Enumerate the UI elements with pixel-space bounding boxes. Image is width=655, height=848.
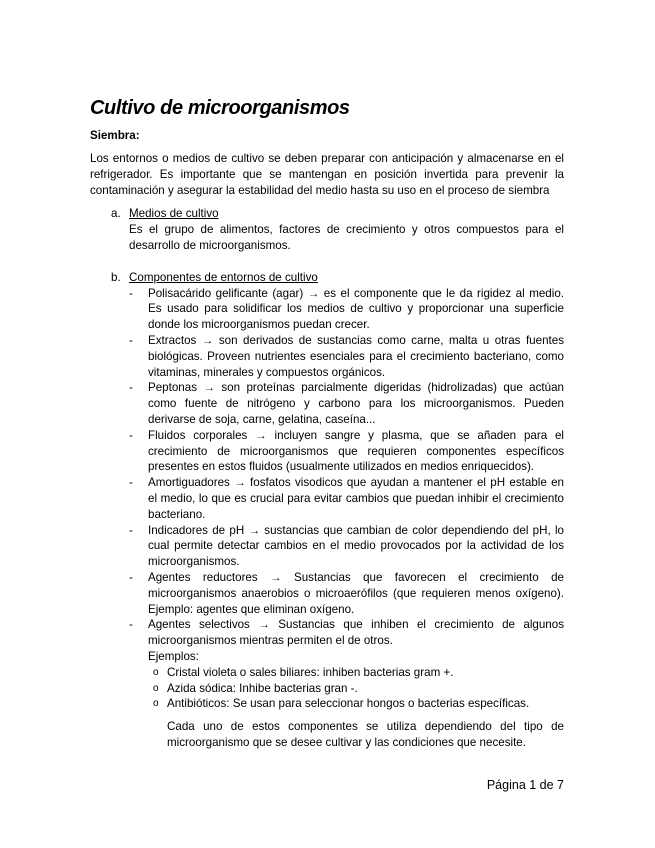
dash-bullet: - xyxy=(129,476,133,490)
section-componentes xyxy=(90,270,564,751)
circle-bullet: o xyxy=(153,666,159,678)
section-body: Es el grupo de alimentos, factores de crecimiento y otros compuestos para el desarrollo de microorganismos. xyxy=(129,223,564,252)
examples-label: Ejemplos: xyxy=(148,649,199,663)
circle-bullet: o xyxy=(153,698,159,710)
intro-paragraph: Los entornos o medios de cultivo se deben preparar con anticipación y almacenarse en el refrigerador. Es importante que se mantengan en posición invertida para prevenir la contaminación y asegurar la estabilidad del medio hasta su uso en el proceso de siembra xyxy=(90,152,564,197)
component-list xyxy=(129,286,564,751)
dash-bullet: - xyxy=(129,381,133,395)
dash-bullet: - xyxy=(129,570,133,584)
dash-bullet: - xyxy=(129,618,133,632)
list-item xyxy=(129,570,564,617)
dash-bullet: - xyxy=(129,428,133,442)
list-item-text: Fluidos corporales → incluyen sangre y plasma, que se añaden para el crecimiento de microorganismos que requieren componentes específicos presentes en estos fluidos (usualmente utilizados en medios enriquecidos). xyxy=(148,428,564,474)
dash-bullet: - xyxy=(129,333,133,347)
list-item xyxy=(129,475,564,522)
page-number: Página 1 de 7 xyxy=(486,778,564,792)
list-item xyxy=(129,523,564,570)
list-item-text: Agentes selectivos → Sustancias que inhiben el crecimiento de algunos microorganismos mientras permiten el de otros. xyxy=(148,618,564,648)
list-item xyxy=(129,380,564,427)
list-item xyxy=(129,428,564,475)
section-title: Componentes de entornos de cultivo xyxy=(129,270,318,284)
examples-list xyxy=(148,665,564,712)
list-item-text: Extractos → son derivados de sustancias como carne, malta u otras fuentes biológicas. Proveen nutrientes esenciales para el crecimiento bacteriano, como vitaminas, minerales y compuestos orgánicos. xyxy=(148,333,564,379)
list-item xyxy=(129,333,564,380)
dash-bullet: - xyxy=(129,286,133,300)
section-heading: Siembra: xyxy=(90,129,140,142)
dash-bullet: - xyxy=(129,523,133,537)
closing-paragraph: Cada uno de estos componentes se utiliza dependiendo del tipo de microorganismo que se desee cultivar y las condiciones que necesite. xyxy=(167,720,564,749)
example-item xyxy=(148,665,564,681)
list-item xyxy=(129,286,564,333)
example-item xyxy=(148,681,564,697)
section-title: Medios de cultivo xyxy=(129,207,219,221)
list-marker: a. xyxy=(111,207,121,221)
example-text: Cristal violeta o sales biliares: inhiben bacterias gram +. xyxy=(167,665,454,679)
list-item-text: Agentes reductores → Sustancias que favorecen el crecimiento de microorganismos anaerobios o microaerófilos (que requieren menos oxígeno). Ejemplo: agentes que eliminan oxígeno. xyxy=(148,570,564,616)
list-item-text: Indicadores de pH → sustancias que cambian de color dependiendo del pH, lo cual permite detectar cambios en el medio provocados por la actividad de los microorganismos. xyxy=(148,523,564,569)
circle-bullet: o xyxy=(153,682,159,694)
example-text: Azida sódica: Inhibe bacterias gran -. xyxy=(167,681,358,695)
list-marker: b. xyxy=(111,270,121,284)
example-text: Antibióticos: Se usan para seleccionar hongos o bacterias específicas. xyxy=(167,697,530,711)
example-item xyxy=(148,696,564,712)
list-item xyxy=(129,617,564,750)
page-title: Cultivo de microorganismos xyxy=(90,97,350,119)
section-medios xyxy=(90,206,564,253)
list-item-text: Polisacárido gelificante (agar) → es el componente que le da rigidez al medio. Es usado para solidificar los medios de cultivo y proporcionar una superficie donde los microorganismos puedan crecer. xyxy=(148,286,564,332)
list-item-text: Amortiguadores → fosfatos visodicos que ayudan a mantener el pH estable en el medio, lo que es crucial para evitar cambios que puedan inhibir el crecimiento bacteriano. xyxy=(148,476,564,521)
list-item-text: Peptonas → son proteínas parcialmente digeridas (hidrolizadas) que actúan como fuente de nitrógeno y carbono para los microorganismos. Pueden derivarse de soja, carne, gelatina, caseína... xyxy=(148,381,564,426)
page-content xyxy=(90,96,564,751)
